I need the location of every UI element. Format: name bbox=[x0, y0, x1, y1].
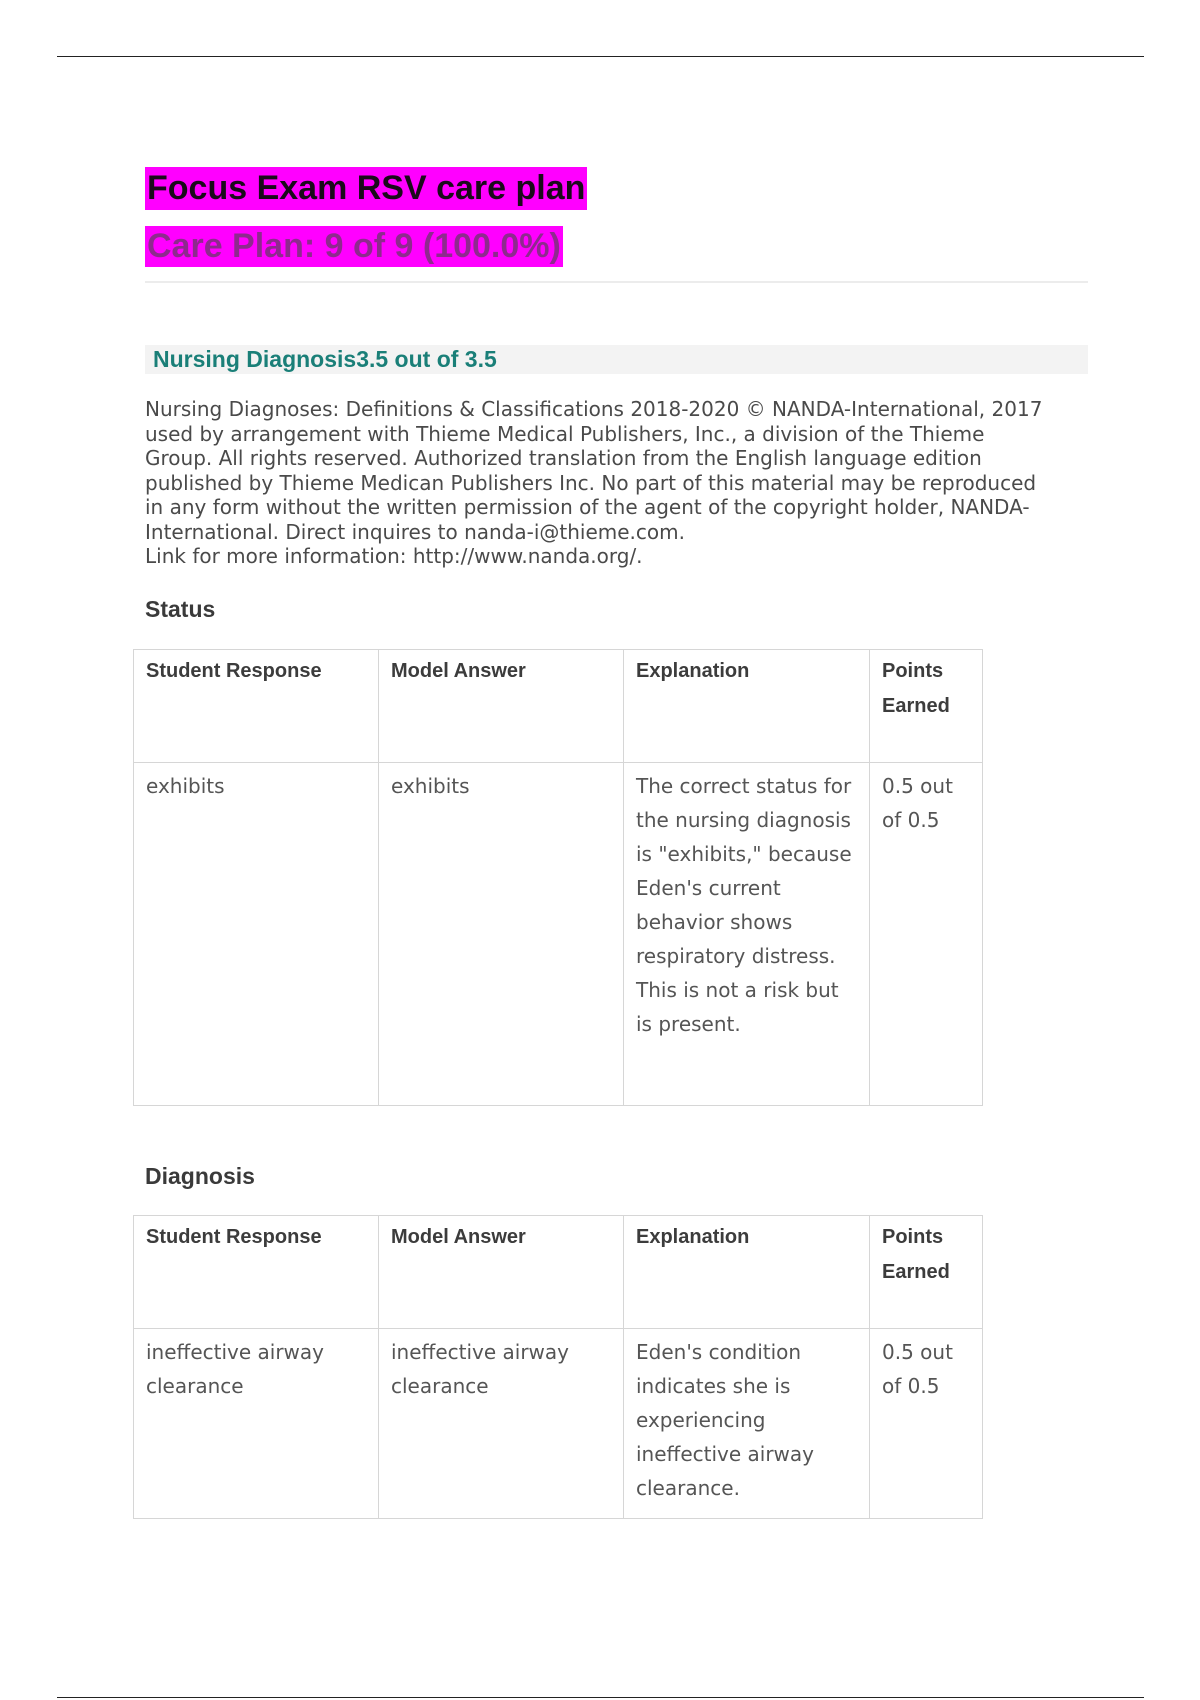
diagnosis-table-row bbox=[134, 1329, 983, 1519]
diagnosis-heading: Diagnosis bbox=[145, 1163, 255, 1189]
care-plan-score: Care Plan: 9 of 9 (100.0%) bbox=[147, 227, 561, 265]
diagnosis-points-earned: 0.5 out of 0.5 bbox=[870, 1329, 983, 1519]
header-explanation: Explanation bbox=[624, 650, 870, 763]
header-model-answer: Model Answer bbox=[379, 1216, 624, 1329]
status-table-row bbox=[134, 763, 983, 1106]
status-points-earned: 0.5 out of 0.5 bbox=[870, 763, 983, 1106]
section-heading-nursing-diagnosis: Nursing Diagnosis3.5 out of 3.5 bbox=[153, 346, 497, 372]
copyright-notice bbox=[145, 397, 1050, 569]
status-model-answer: exhibits bbox=[379, 763, 624, 1106]
header-explanation: Explanation bbox=[624, 1216, 870, 1329]
page-title: Focus Exam RSV care plan bbox=[145, 167, 587, 210]
title-divider bbox=[145, 281, 1088, 283]
header-student-response: Student Response bbox=[134, 650, 379, 763]
diagnosis-table bbox=[133, 1215, 983, 1519]
more-info-link[interactable]: Link for more information: http://www.nanda.org/. bbox=[145, 544, 643, 568]
status-heading: Status bbox=[145, 596, 216, 622]
header-points-earned: Points Earned bbox=[870, 1216, 983, 1329]
diagnosis-explanation: Eden's condition indicates she is experiencing ineffective airway clearance. bbox=[624, 1329, 870, 1519]
bottom-page-rule bbox=[57, 1697, 1144, 1698]
diagnosis-table-header-row bbox=[134, 1216, 983, 1329]
status-student-response: exhibits bbox=[134, 763, 379, 1106]
copyright-text: Nursing Diagnoses: Definitions & Classifications 2018-2020 © NANDA-International, 2017 used by arrangement with Thieme Medical Publishers, Inc., a division of the Thieme Group. All rights reserved. Authorized translation from the English language edition published by Thieme Medican Publishers Inc. No part of this material may be reproduced in any form without the written permission of the agent of the copyright holder, NANDA-International. Direct inquires to nanda-i@thieme.com. bbox=[145, 397, 1043, 544]
header-points-earned: Points Earned bbox=[870, 650, 983, 763]
status-table-header-row bbox=[134, 650, 983, 763]
header-student-response: Student Response bbox=[134, 1216, 379, 1329]
diagnosis-model-answer: ineffective airway clearance bbox=[379, 1329, 624, 1519]
diagnosis-student-response: ineffective airway clearance bbox=[134, 1329, 379, 1519]
top-page-rule bbox=[57, 56, 1144, 57]
header-model-answer: Model Answer bbox=[379, 650, 624, 763]
status-explanation: The correct status for the nursing diagnosis is "exhibits," because Eden's current behavior shows respiratory distress. This is not a risk but is present. bbox=[624, 763, 870, 1106]
status-table bbox=[133, 649, 983, 1106]
